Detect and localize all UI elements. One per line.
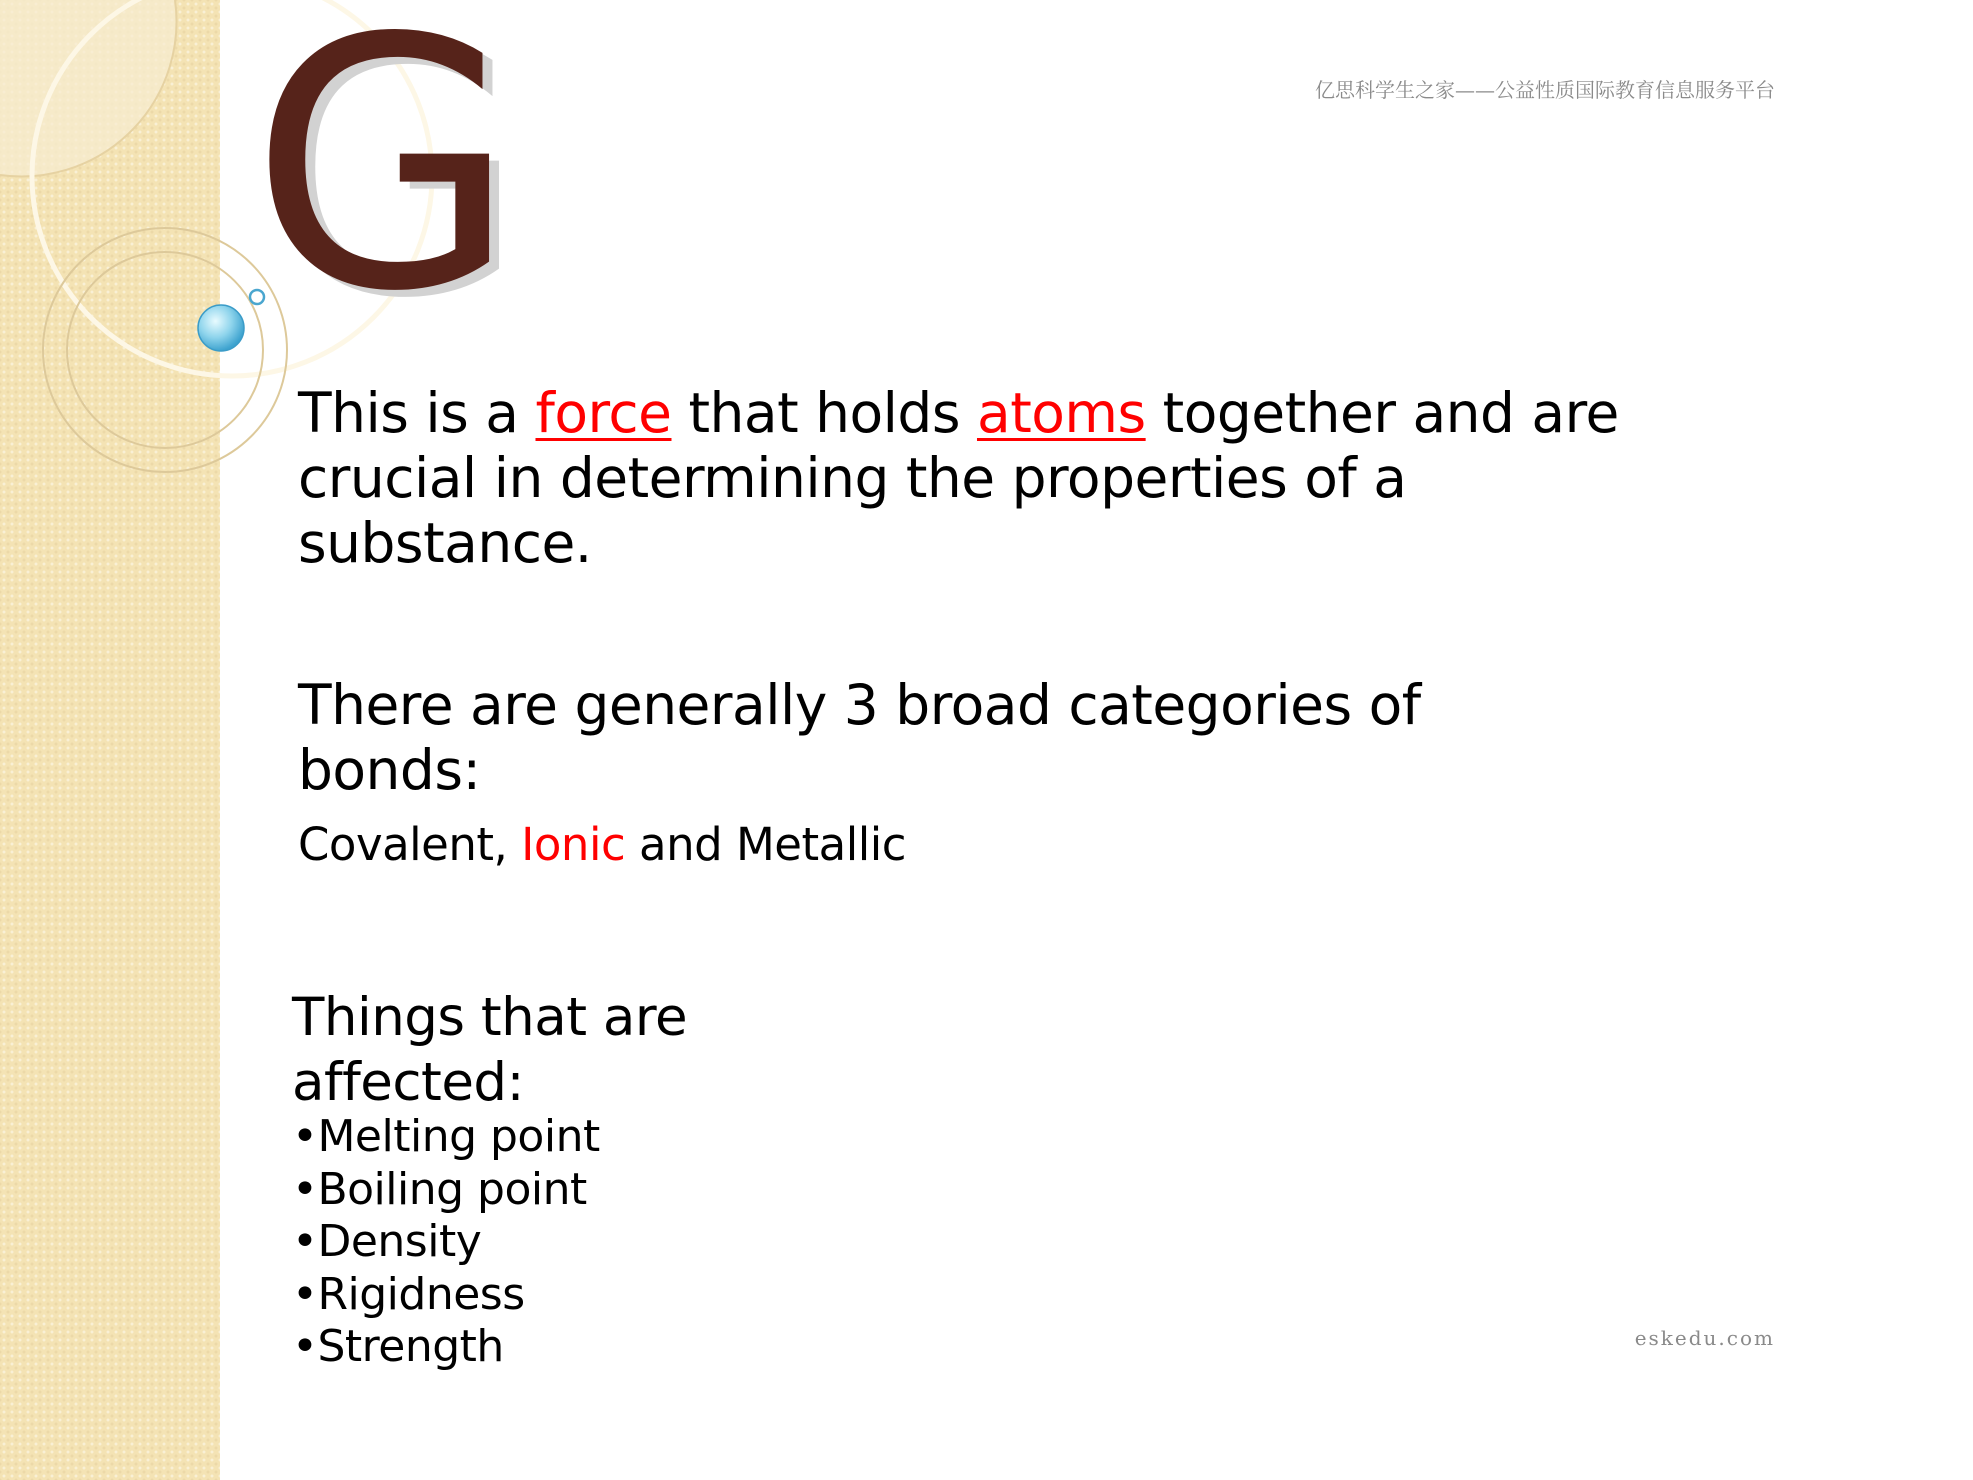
- definition-text-3: together and are crucial in determining the properties of a substance.: [298, 381, 1619, 575]
- atoms-link[interactable]: atoms: [976, 381, 1146, 445]
- definition-paragraph: [298, 381, 1638, 576]
- list-item: •Boiling point: [292, 1163, 587, 1215]
- categories-intro: There are generally 3 broad categories of bonds:: [298, 673, 1421, 802]
- list-item: •Density: [292, 1216, 482, 1267]
- list-item: •Strength: [292, 1321, 504, 1372]
- footer-watermark: eskedu.com: [1634, 1326, 1775, 1350]
- affected-list: [292, 1111, 600, 1374]
- blue-bubble: [198, 305, 244, 351]
- definition-text-1: This is a: [298, 381, 536, 445]
- definition-text-2: that holds: [671, 381, 977, 445]
- slide-title-letter: G: [250, 0, 518, 367]
- force-link[interactable]: force: [535, 381, 672, 445]
- bond-types-line: [298, 815, 906, 875]
- list-item: •Melting point: [292, 1111, 600, 1162]
- list-item: •Rigidness: [292, 1268, 525, 1320]
- bond-type-metallic: and Metallic: [625, 818, 906, 871]
- header-watermark: 亿思科学生之家——公益性质国际教育信息服务平台: [1315, 78, 1775, 102]
- affected-heading: Things that are affected:: [292, 987, 688, 1113]
- bond-type-covalent: Covalent,: [298, 818, 522, 871]
- bond-type-ionic: Ionic: [521, 818, 626, 871]
